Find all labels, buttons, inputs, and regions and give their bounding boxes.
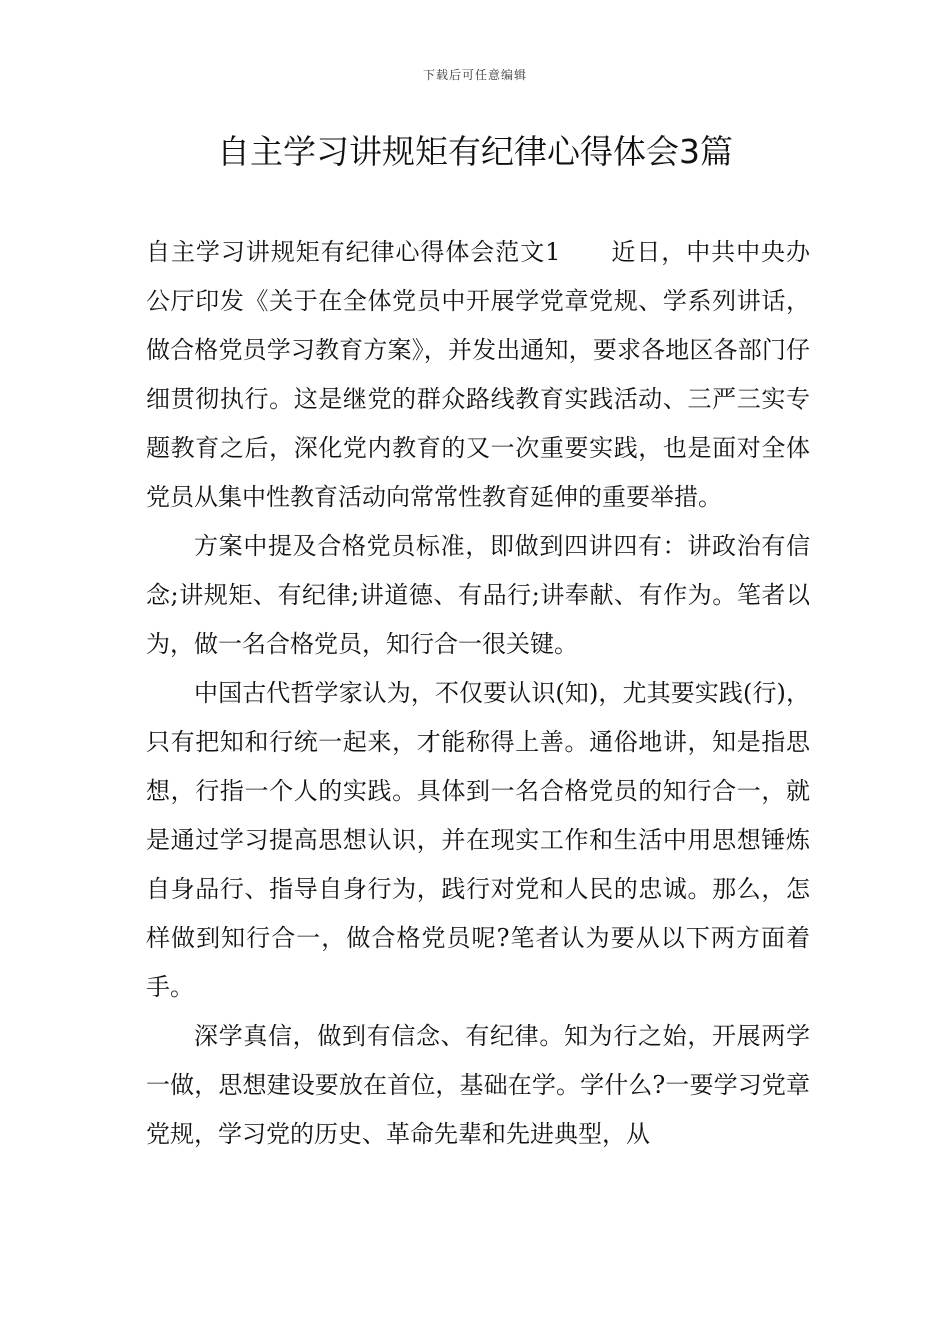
document-body xyxy=(146,228,810,1159)
document-title: 自主学习讲规矩有纪律心得体会3篇 xyxy=(217,132,733,171)
paragraph-3: 中国古代哲学家认为，不仅要认识(知)，尤其要实践(行)，只有把知和行统一起来，才能称得上善。通俗地讲，知是指思想，行指一个人的实践。具体到一名合格党员的知行合一，就是通过学习提高思想认识，并在现实工作和生活中用思想锤炼自身品行、指导自身行为，践行对党和人民的忠诚。那么，怎样做到知行合一，做合格党员呢?笔者认为要从以下两方面着手。 xyxy=(146,679,810,1001)
paragraph-4: 深学真信，做到有信念、有纪律。知为行之始，开展两学一做，思想建设要放在首位，基础在学。学什么?一要学习党章党规，学习党的历史、革命先辈和先进典型，从 xyxy=(146,1022,810,1148)
paragraph-2: 方案中提及合格党员标准，即做到四讲四有：讲政治有信念;讲规矩、有纪律;讲道德、有品行;讲奉献、有作为。笔者以为，做一名合格党员，知行合一很关键。 xyxy=(146,532,810,658)
header-note: 下载后可任意编辑 xyxy=(422,68,527,82)
paragraph-1-lead: 自主学习讲规矩有纪律心得体会范文1 xyxy=(146,238,561,266)
paragraph-1-text: 近日，中共中央办公厅印发《关于在全体党员中开展学党章党规、学系列讲话，做合格党员学习教育方案》，并发出通知，要求各地区各部门仔细贯彻执行。这是继党的群众路线教育实践活动、三严三实专题教育之后，深化党内教育的又一次重要实践，也是面对全体党员从集中性教育活动向常常性教育延伸的重要举措。 xyxy=(146,238,810,511)
paragraph-1 xyxy=(146,228,810,522)
